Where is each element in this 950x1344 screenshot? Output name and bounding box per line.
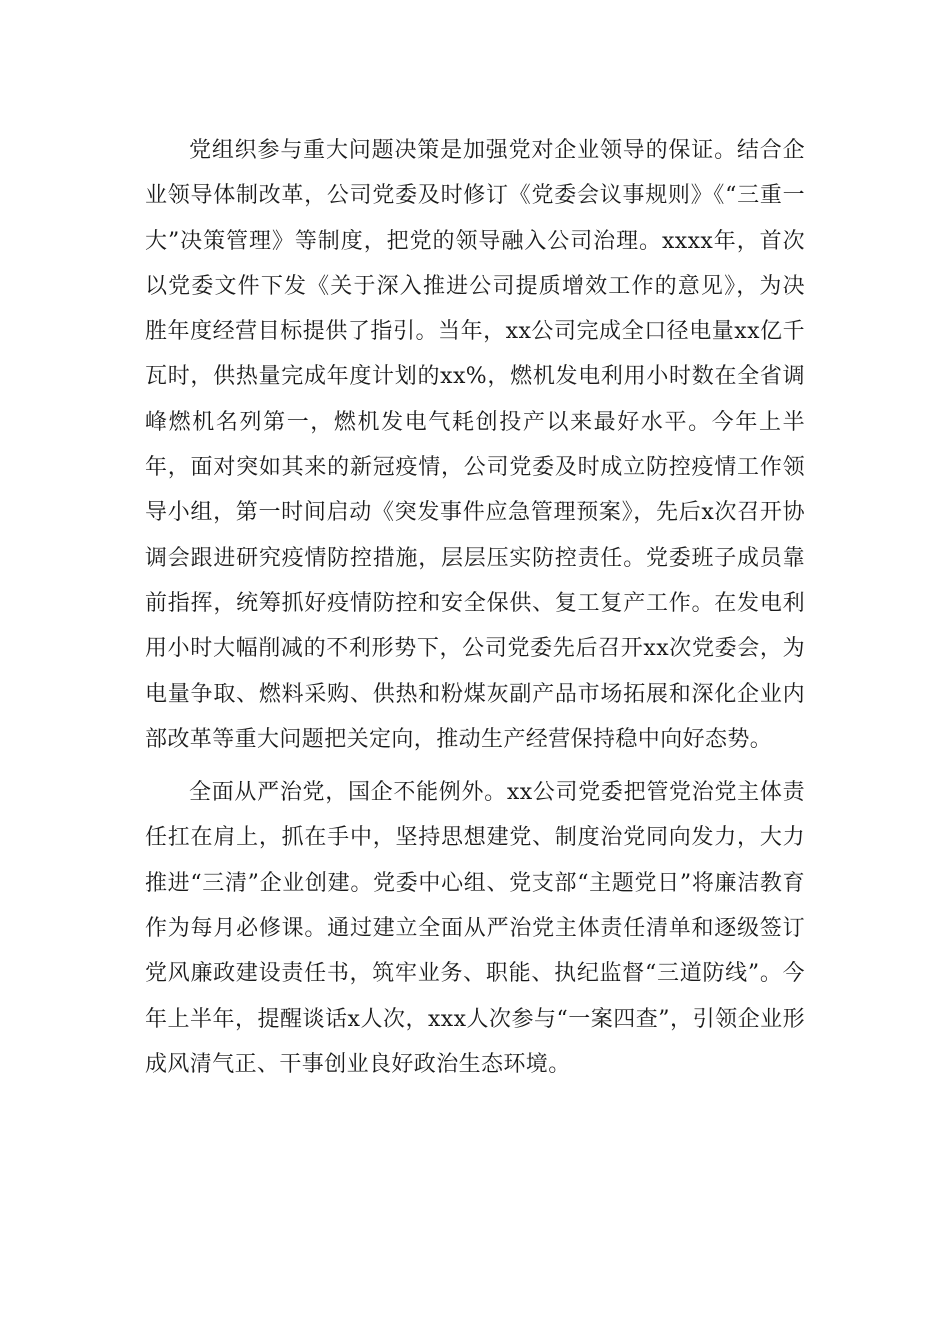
paragraph-strict-party-governance: 全面从严治党，国企不能例外。xx公司党委把管党治党主体责任扛在肩上，抓在手中，坚持思想建党、制度治党同向发力，大力推进“三清”企业创建。党委中心组、党支部“主题党日”将廉洁教育作为每月必修课。通过建立全面从严治党主体责任清单和逐级签订党风廉政建设责任书，筑牢业务、职能、执纪监督“三道防线”。今年上半年，提醒谈话x人次，xxx人次参与“一案四查”，引领企业形成风清气正、干事创业良好政治生态环境。 xyxy=(145,780,805,1077)
document-body xyxy=(145,128,805,1087)
paragraph-party-decision-making: 党组织参与重大问题决策是加强党对企业领导的保证。结合企业领导体制改革，公司党委及时修订《党委会议事规则》《“三重一大”决策管理》等制度，把党的领导融入公司治理。xxxx年，首次以党委文件下发《关于深入推进公司提质增效工作的意见》，为决胜年度经营目标提供了指引。当年，xx公司完成全口径电量xx亿千瓦时，供热量完成年度计划的xx%，燃机发电利用小时数在全省调峰燃机名列第一，燃机发电气耗创投产以来最好水平。今年上半年，面对突如其来的新冠疫情，公司党委及时成立防控疫情工作领导小组，第一时间启动《突发事件应急管理预案》，先后x次召开协调会跟进研究疫情防控措施，层层压实防控责任。党委班子成员靠前指挥，统筹抓好疫情防控和安全保供、复工复产工作。在发电利用小时大幅削减的不利形势下，公司党委先后召开xx次党委会，为电量争取、燃料采购、供热和粉煤灰副产品市场拓展和深化企业内部改革等重大问题把关定向，推动生产经营保持稳中向好态势。 xyxy=(145,138,805,752)
